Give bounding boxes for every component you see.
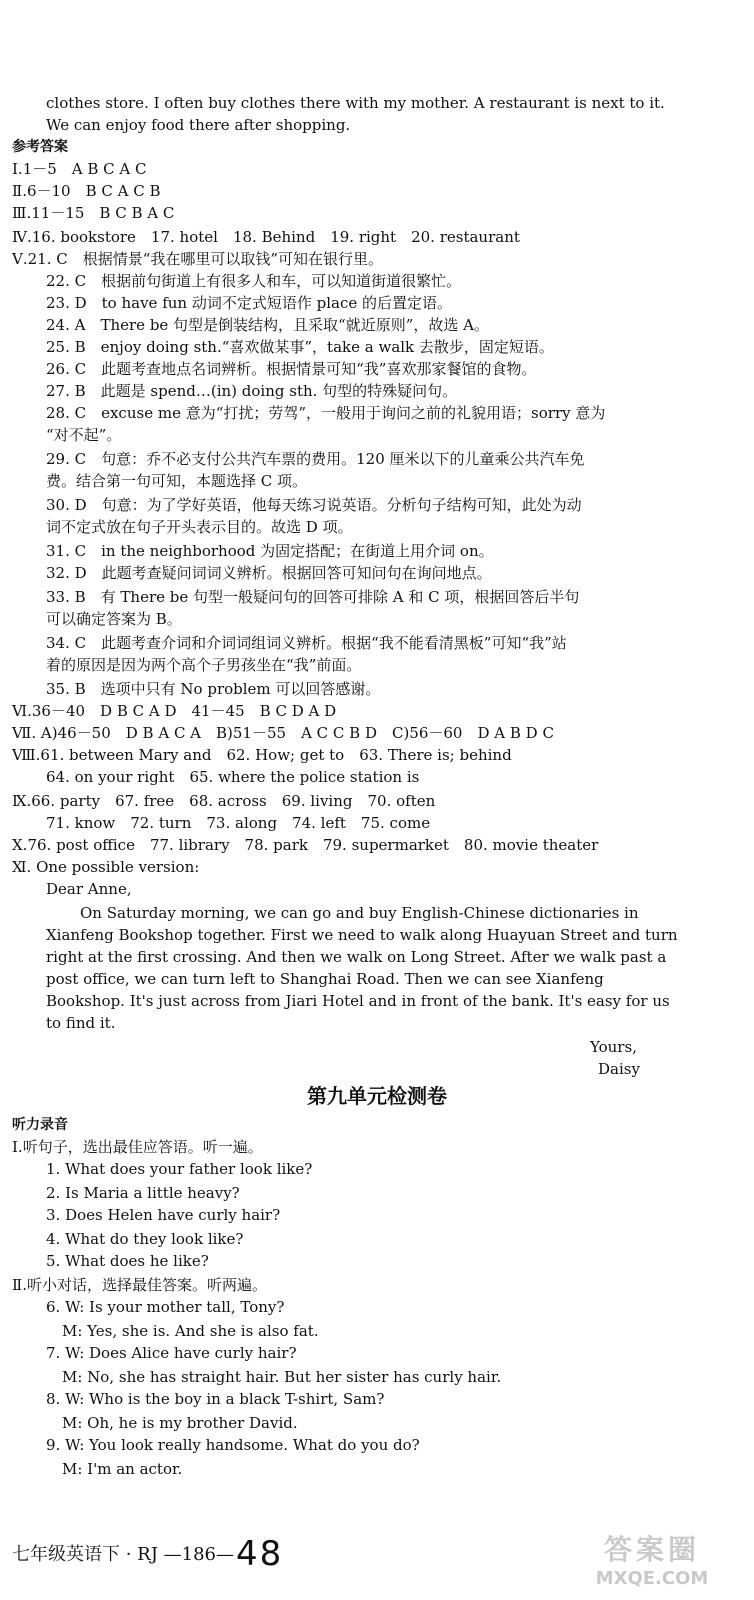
text-line: On Saturday morning, we can go and buy English-Chinese dictionaries in xyxy=(80,904,639,922)
text-line: 22. C 根据前句街道上有很多人和车，可以知道街道很繁忙。 xyxy=(46,272,462,290)
text-line: Ⅸ.66. party 67. free 68. across 69. living 70. often xyxy=(12,792,436,810)
text-line: 参考答案 xyxy=(12,139,68,155)
text-line: Ⅰ.1－5 A B C A C xyxy=(12,160,147,178)
text-line: to find it. xyxy=(46,1014,116,1032)
text-line: 30. D 句意：为了学好英语，他每天练习说英语。分析句子结构可知，此处为动 xyxy=(46,496,582,514)
text-line: Xianfeng Bookshop together. First we need to walk along Huayuan Street and turn xyxy=(46,926,678,944)
text-line: Ⅴ.21. C 根据情景“我在哪里可以取钱”可知在银行里。 xyxy=(12,250,384,268)
text-line: post office, we can turn left to Shanghai Road. Then we can see Xianfeng xyxy=(46,970,604,988)
text-line: 着的原因是因为两个高个子男孩坐在“我”前面。 xyxy=(46,656,362,674)
text-line: Ⅺ. One possible version: xyxy=(12,858,200,876)
text-line: M: Yes, she is. And she is also fat. xyxy=(62,1322,319,1340)
text-line: 词不定式放在句子开头表示目的。故选 D 项。 xyxy=(46,518,353,536)
section-title: 第九单元检测卷 xyxy=(307,1084,447,1108)
text-line: 9. W: You look really handsome. What do you do? xyxy=(46,1436,420,1454)
text-line: Dear Anne, xyxy=(46,880,132,898)
text-line: M: I'm an actor. xyxy=(62,1460,183,1478)
text-line: M: No, she has straight hair. But her sister has curly hair. xyxy=(62,1368,502,1386)
text-line: 29. C 句意：乔不必支付公共汽车票的费用。120 厘米以下的儿童乘公共汽车免 xyxy=(46,450,585,468)
text-line: M: Oh, he is my brother David. xyxy=(62,1414,298,1432)
text-line: 27. B 此题是 spend…(in) doing sth. 句型的特殊疑问句。 xyxy=(46,382,458,400)
page-footer: 七年级英语下 · RJ —186— xyxy=(12,1544,235,1565)
text-line: Daisy xyxy=(598,1060,640,1078)
text-line: 费。结合第一句可知，本题选择 C 项。 xyxy=(46,472,308,490)
watermark-url: MXQE.COM xyxy=(595,1568,709,1589)
text-line: Ⅱ.6－10 B C A C B xyxy=(12,182,161,200)
text-line: 4. What do they look like? xyxy=(46,1230,244,1248)
text-line: Ⅶ. A)46－50 D B A C A B)51－55 A C C B D C)56－60 D A B D C xyxy=(12,724,554,742)
text-line: 26. C 此题考查地点名词辨析。根据情景可知“我”喜欢那家餐馆的食物。 xyxy=(46,360,537,378)
text-line: Ⅷ.61. between Mary and 62. How; get to 63. There is; behind xyxy=(12,746,512,764)
watermark-text: 答案圈 xyxy=(603,1533,700,1566)
text-line: 8. W: Who is the boy in a black T-shirt, Sam? xyxy=(46,1390,385,1408)
text-line: 7. W: Does Alice have curly hair? xyxy=(46,1344,297,1362)
text-line: Ⅵ.36－40 D B C A D 41－45 B C D A D xyxy=(12,702,337,720)
text-line: 32. D 此题考查疑问词词义辨析。根据回答可知问句在询问地点。 xyxy=(46,564,492,582)
text-line: 3. Does Helen have curly hair? xyxy=(46,1206,281,1224)
watermark-logo xyxy=(562,1528,742,1594)
text-line: 1. What does your father look like? xyxy=(46,1160,313,1178)
text-line: right at the first crossing. And then we walk on Long Street. After we walk past a xyxy=(46,948,667,966)
text-line: 听力录音 xyxy=(12,1117,68,1133)
text-line: 25. B enjoy doing sth.“喜欢做某事”，take a walk 去散步，固定短语。 xyxy=(46,338,554,356)
text-line: clothes store. I often buy clothes there with my mother. A restaurant is next to it. xyxy=(46,94,665,112)
handwritten-page-number: 48 xyxy=(236,1534,284,1574)
text-line: 可以确定答案为 B。 xyxy=(46,610,182,628)
text-line: Yours, xyxy=(590,1038,637,1056)
text-line: Ⅳ.16. bookstore 17. hotel 18. Behind 19. right 20. restaurant xyxy=(12,228,520,246)
text-line: 28. C excuse me 意为“打扰；劳驾”，一般用于询问之前的礼貌用语；sorry 意为 xyxy=(46,404,606,422)
text-line: 64. on your right 65. where the police station is xyxy=(46,768,420,786)
text-line: 2. Is Maria a little heavy? xyxy=(46,1184,240,1202)
text-line: Ⅲ.11－15 B C B A C xyxy=(12,204,175,222)
text-line: 24. A There be 句型是倒装结构，且采取“就近原则”，故选 A。 xyxy=(46,316,490,334)
text-line: 34. C 此题考查介词和介词词组词义辨析。根据“我不能看清黑板”可知“我”站 xyxy=(46,634,567,652)
text-line: 33. B 有 There be 句型一般疑问句的回答可排除 A 和 C 项，根据回答后半句 xyxy=(46,588,580,606)
text-line: 5. What does he like? xyxy=(46,1252,209,1270)
text-line: 35. B 选项中只有 No problem 可以回答感谢。 xyxy=(46,680,381,698)
text-line: Ⅱ.听小对话，选择最佳答案。听两遍。 xyxy=(12,1276,267,1294)
text-line: 6. W: Is your mother tall, Tony? xyxy=(46,1298,285,1316)
text-line: Ⅹ.76. post office 77. library 78. park 79. supermarket 80. movie theater xyxy=(12,836,599,854)
text-line: 23. D to have fun 动词不定式短语作 place 的后置定语。 xyxy=(46,294,452,312)
text-line: Bookshop. It's just across from Jiari Hotel and in front of the bank. It's easy for us xyxy=(46,992,670,1010)
text-line: We can enjoy food there after shopping. xyxy=(46,116,351,134)
text-line: 71. know 72. turn 73. along 74. left 75. come xyxy=(46,814,431,832)
text-line: Ⅰ.听句子，选出最佳应答语。听一遍。 xyxy=(12,1138,263,1156)
text-line: 31. C in the neighborhood 为固定搭配；在街道上用介词 on。 xyxy=(46,542,494,560)
text-line: “对不起”。 xyxy=(46,426,122,444)
